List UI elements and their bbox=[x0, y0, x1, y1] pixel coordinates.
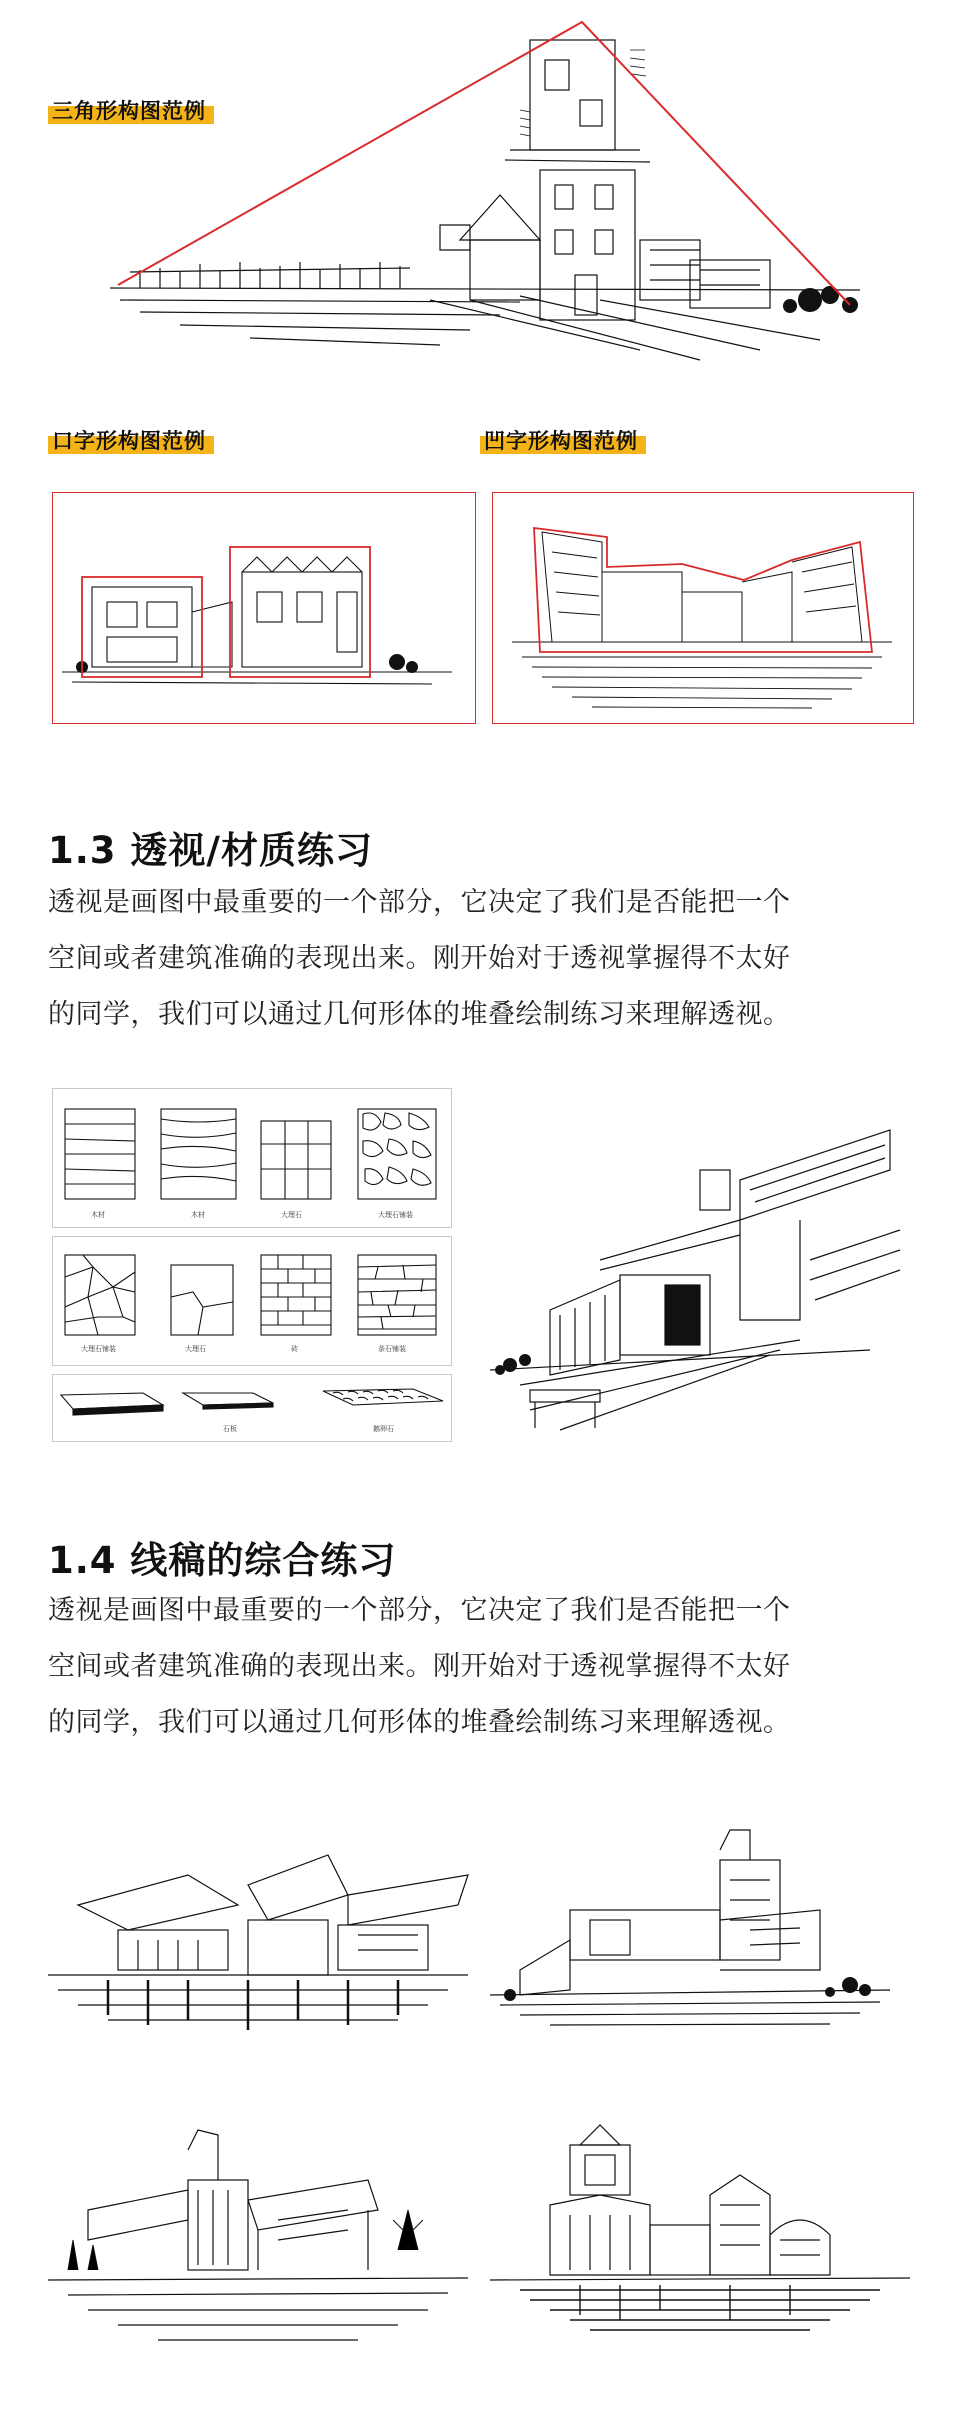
material-label: 砖 bbox=[291, 1345, 298, 1353]
section-1-4-paragraph bbox=[48, 1583, 918, 1751]
perspective-building-sketch bbox=[470, 1110, 910, 1440]
material-label: 石板 bbox=[223, 1425, 237, 1433]
square-composition-label: 口字形构图范例 bbox=[48, 428, 214, 454]
paragraph-line: 透视是画图中最重要的一个部分，它决定了我们是否能把一个 bbox=[48, 1595, 791, 1626]
paragraph-line: 透视是画图中最重要的一个部分，它决定了我们是否能把一个 bbox=[48, 887, 791, 918]
material-label: 条石铺装 bbox=[378, 1345, 406, 1353]
material-label: 木材 bbox=[191, 1211, 205, 1219]
line-sketch-bottom-left bbox=[48, 2120, 468, 2350]
concave-composition-sketch bbox=[492, 492, 914, 724]
square-composition-sketch bbox=[52, 492, 476, 724]
line-sketch-top-left bbox=[48, 1835, 468, 2035]
paragraph-line: 空间或者建筑准确的表现出来。刚开始对于透视掌握得不太好 bbox=[48, 943, 791, 974]
material-label: 大理石铺装 bbox=[81, 1345, 116, 1353]
line-sketch-top-right bbox=[490, 1820, 910, 2040]
section-1-3-paragraph bbox=[48, 875, 918, 1043]
section-1-4-heading: 1.4 线稿的综合练习 bbox=[48, 1539, 397, 1582]
line-sketch-bottom-right bbox=[490, 2115, 910, 2345]
paragraph-line: 的同学，我们可以通过几何形体的堆叠绘制练习来理解透视。 bbox=[48, 999, 791, 1030]
triangle-composition-sketch bbox=[0, 0, 960, 380]
material-label: 鹅卵石 bbox=[373, 1425, 394, 1433]
concave-composition-label: 凹字形构图范例 bbox=[480, 428, 646, 454]
triangle-composition-label: 三角形构图范例 bbox=[48, 98, 214, 124]
material-label: 大理石 bbox=[281, 1211, 302, 1219]
section-1-3-heading: 1.3 透视/材质练习 bbox=[48, 829, 373, 872]
material-panel-row2 bbox=[52, 1236, 452, 1366]
material-panel-row3 bbox=[52, 1374, 452, 1442]
material-label: 大理石铺装 bbox=[378, 1211, 413, 1219]
material-label: 大理石 bbox=[185, 1345, 206, 1353]
material-label: 木材 bbox=[91, 1211, 105, 1219]
material-panel-row1 bbox=[52, 1088, 452, 1228]
paragraph-line: 的同学，我们可以通过几何形体的堆叠绘制练习来理解透视。 bbox=[48, 1707, 791, 1738]
paragraph-line: 空间或者建筑准确的表现出来。刚开始对于透视掌握得不太好 bbox=[48, 1651, 791, 1682]
